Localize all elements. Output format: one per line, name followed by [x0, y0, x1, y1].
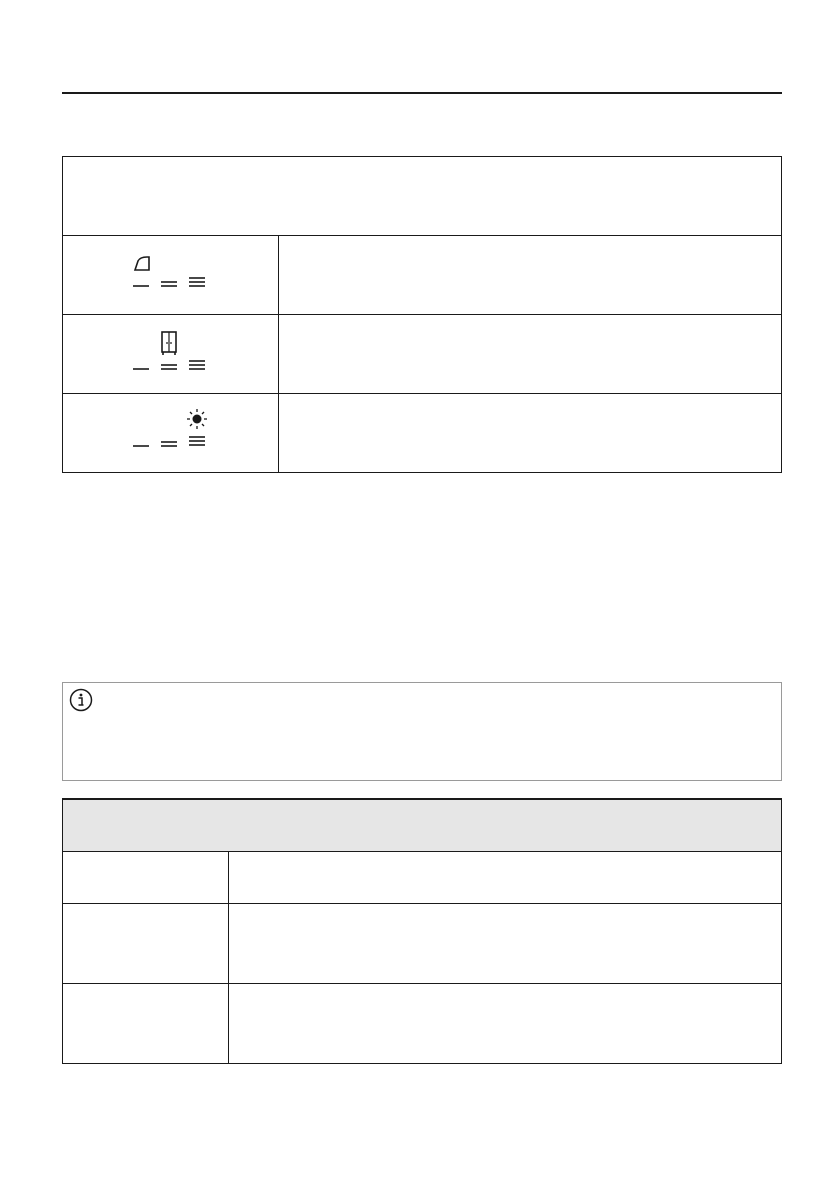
extra-dry-sun-icon — [129, 408, 213, 458]
iron-dry-icon — [129, 250, 213, 300]
dryness-icon-cell — [63, 315, 279, 393]
cupboard-dry-icon — [129, 329, 213, 379]
dryness-description — [279, 236, 781, 314]
option-description — [229, 984, 781, 1063]
dryness-icon-cell — [63, 394, 279, 472]
dryness-description — [279, 315, 781, 393]
options-table — [62, 798, 782, 1064]
info-icon — [69, 688, 93, 712]
dryness-table-header — [63, 157, 781, 236]
option-description — [229, 904, 781, 983]
dryness-row-extra — [63, 394, 781, 472]
options-table-header — [63, 800, 781, 852]
dryness-row-cupboard — [63, 315, 781, 394]
dryness-row-iron — [63, 236, 781, 315]
header-rule — [62, 92, 782, 94]
dryness-table — [62, 156, 782, 473]
option-name — [63, 904, 229, 983]
table-row — [63, 904, 781, 984]
dryness-description — [279, 394, 781, 472]
option-name — [63, 852, 229, 903]
option-description — [229, 852, 781, 903]
dryness-icon-cell — [63, 236, 279, 314]
table-row — [63, 984, 781, 1063]
table-row — [63, 852, 781, 904]
info-note-box — [62, 682, 782, 781]
option-name — [63, 984, 229, 1063]
